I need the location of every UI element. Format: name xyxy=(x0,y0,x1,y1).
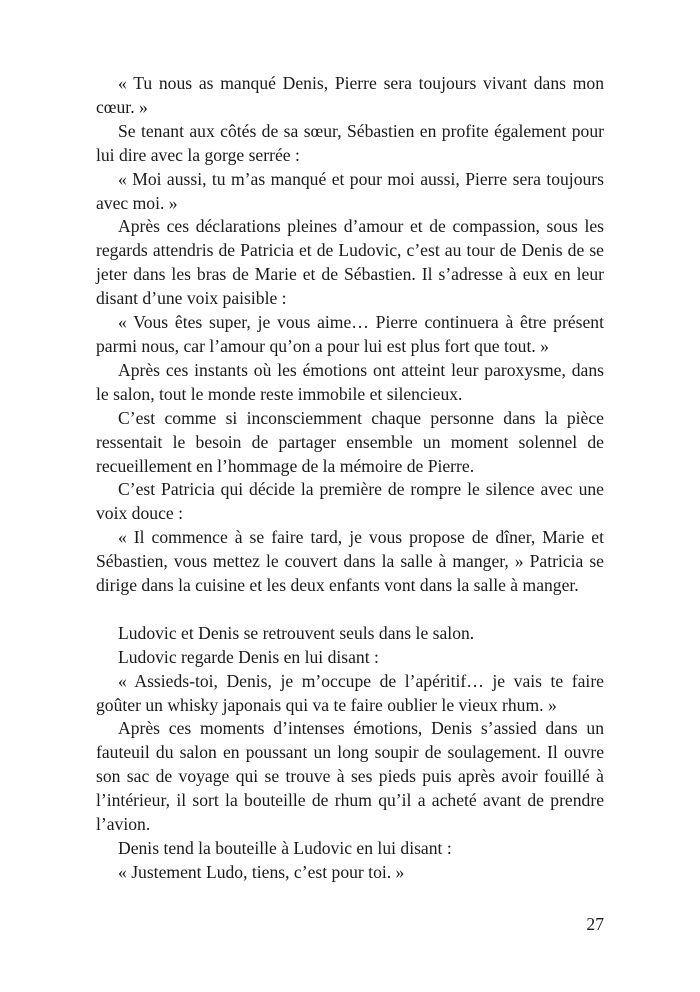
paragraph-6: Après ces instants où les émotions ont atteint leur paroxysme, dans le salon, tout le monde reste immobile et silencieux. xyxy=(96,359,604,404)
paragraph-8: C’est Patricia qui décide la première de rompre le silence avec une voix douce : xyxy=(96,479,604,524)
paragraph-15: « Justement Ludo, tiens, c’est pour toi. » xyxy=(118,861,405,882)
paragraph-5: « Vous êtes super, je vous aime… Pierre continuera à être présent parmi nous, car l’amour qu’on a pour lui est plus fort que tout. » xyxy=(96,312,604,356)
paragraph-1: « Tu nous as manqué Denis, Pierre sera toujours vivant dans mon cœur. » xyxy=(96,73,604,117)
page-number: 27 xyxy=(586,914,604,934)
paragraph-3: « Moi aussi, tu m’as manqué et pour moi aussi, Pierre sera toujours avec moi. » xyxy=(96,168,604,213)
paragraph-10: Ludovic et Denis se retrouvent seuls dans le salon. xyxy=(118,622,475,643)
body-text xyxy=(96,72,604,885)
paragraph-12: « Assieds-toi, Denis, je m’occupe de l’apéritif… je vais te faire goûter un whisky japonais qui va te faire oublier le vieux rhum. » xyxy=(96,670,604,715)
paragraph-2: Se tenant aux côtés de sa sœur, Sébastien en profite également pour lui dire avec la gorge serrée : xyxy=(96,120,604,165)
paragraph-4: Après ces déclarations pleines d’amour et de compassion, sous les regards attendris de Patricia et de Ludovic, c’est au tour de Denis de se jeter dans les bras de Marie et de Sébastien. Il s’adresse à eux en leur disant d’une voix paisible : xyxy=(96,216,604,309)
paragraph-14: Denis tend la bouteille à Ludovic en lui disant : xyxy=(118,837,452,858)
paragraph-13: Après ces moments d’intenses émotions, Denis s’assied dans un fauteuil du salon en poussant un long soupir de soulagement. Il ouvre son sac de voyage qui se trouve à ses pieds puis après avoir fouillé à l’intérieur, il sort la bouteille de rhum qu’il a acheté avant de prendre l’avion. xyxy=(96,718,604,835)
paragraph-7: C’est comme si inconsciemment chaque personne dans la pièce ressentait le besoin de partager ensemble un moment solennel de recueillement en l’hommage de la mémoire de Pierre. xyxy=(96,407,604,476)
paragraph-11: Ludovic regarde Denis en lui disant : xyxy=(118,646,379,667)
paragraph-9: « Il commence à se faire tard, je vous propose de dîner, Marie et Sébastien, vous mettez le couvert dans la salle à manger, » Patricia se dirige dans la cuisine et les deux enfants vont dans la salle à manger. xyxy=(96,527,604,596)
